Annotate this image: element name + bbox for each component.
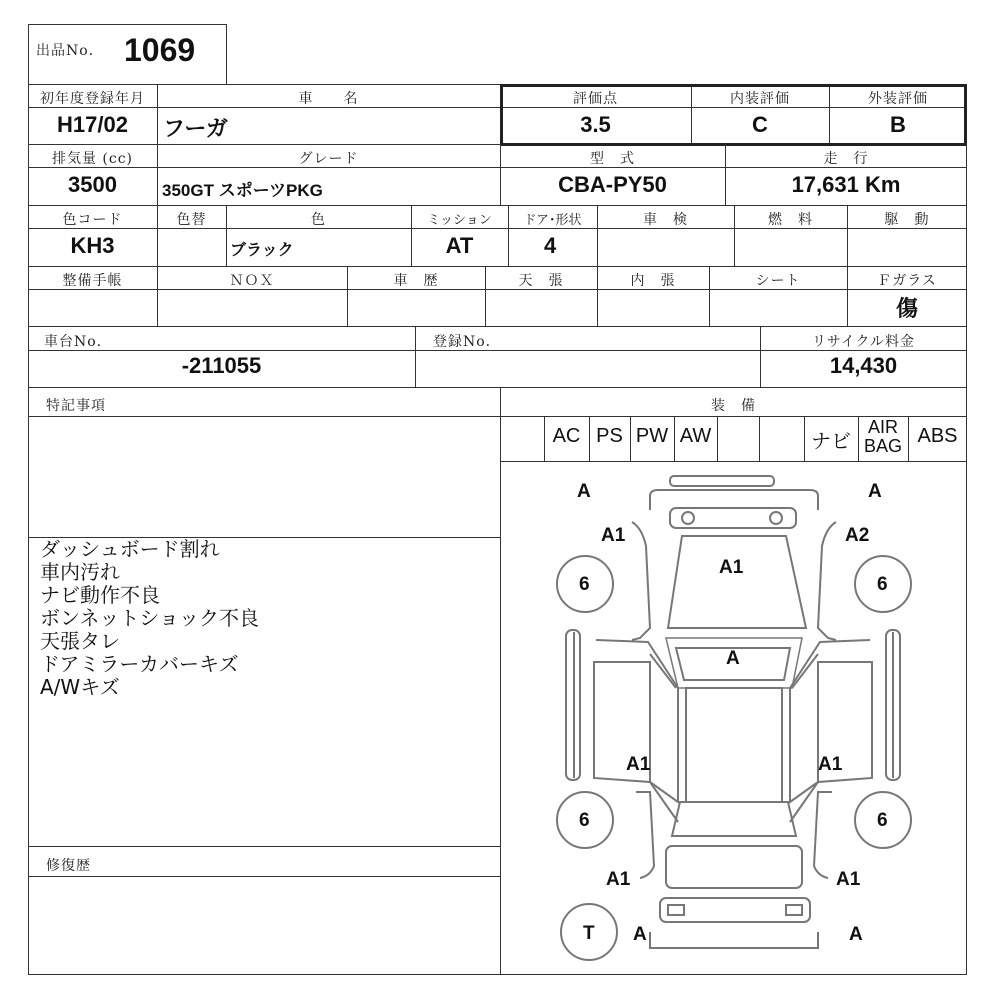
wheel-fr-mark: 6 xyxy=(877,574,888,595)
registration-label: 登録No． xyxy=(433,334,501,350)
equipment-navi: ナビ xyxy=(811,431,851,453)
maintenance-label: 整備手帳 xyxy=(62,273,123,289)
rear-right-mark: A xyxy=(849,924,863,945)
grade-value: 350GT スポーツPKG xyxy=(162,181,323,200)
car-name-value: フーガ xyxy=(163,116,228,141)
mission-value: AT xyxy=(445,233,474,258)
interior-label: 内装評価 xyxy=(730,91,790,107)
equipment-abs: ABS xyxy=(917,425,958,447)
equipment-ac: AC xyxy=(552,425,581,447)
door-left-mark: A1 xyxy=(626,754,651,775)
chassis-value: -211055 xyxy=(181,353,262,378)
repaint-label: 色替 xyxy=(176,212,207,228)
note-line: 天張タレ xyxy=(40,629,120,653)
seat-label: シート xyxy=(755,273,801,289)
color-code-value: KH3 xyxy=(70,233,115,258)
wheel-fl-mark: 6 xyxy=(579,574,590,595)
first-reg-label: 初年度登録年月 xyxy=(40,91,145,107)
front-right-mark: A xyxy=(868,481,882,502)
fender-right-mark: A2 xyxy=(845,525,870,546)
wheel-rr-mark: 6 xyxy=(877,810,888,831)
repair-history-label: 修復歴 xyxy=(46,858,91,874)
mileage-label: 走 行 xyxy=(823,151,869,167)
nox-label: ＮＯＸ xyxy=(229,273,275,289)
score-value: 3.5 xyxy=(580,112,611,137)
car-body-diagram xyxy=(500,462,967,975)
notes-label: 特記事項 xyxy=(46,398,106,414)
rear-left-mark: A xyxy=(633,924,647,945)
doors-value: 4 xyxy=(544,233,557,258)
tire-tread-mark: T xyxy=(583,923,595,944)
grade-label: グレード xyxy=(298,151,359,167)
note-line: ボンネットショック不良 xyxy=(40,606,259,630)
car-name-label: 車 名 xyxy=(298,91,359,107)
score-label: 評価点 xyxy=(573,91,618,107)
quarter-left-mark: A1 xyxy=(606,869,631,890)
quarter-right-mark: A1 xyxy=(836,869,861,890)
color-value: ブラック xyxy=(230,242,294,259)
interior-value: C xyxy=(752,112,768,137)
interior-trim-label: 内 張 xyxy=(630,273,676,289)
fglass-label: Ｆガラス xyxy=(877,273,937,289)
lot-number: 1069 xyxy=(124,32,196,68)
model-value: CBA-PY50 xyxy=(558,172,667,197)
chassis-label: 車台No． xyxy=(44,334,112,350)
history-label: 車 歴 xyxy=(393,273,439,289)
hood-mark: A1 xyxy=(719,557,744,578)
mileage-value: 17,631 Km xyxy=(791,172,901,197)
recycle-value: 14,430 xyxy=(829,353,898,378)
recycle-label: リサイクル料金 xyxy=(811,334,916,350)
note-line: 車内汚れ xyxy=(40,560,120,584)
drive-label: 駆 動 xyxy=(884,212,930,228)
exterior-value: B xyxy=(890,112,906,137)
wheel-rl-mark: 6 xyxy=(579,810,590,831)
color-label: 色 xyxy=(311,212,326,228)
equipment-pw: PW xyxy=(635,425,669,447)
doors-label: ドア･形状 xyxy=(523,213,582,228)
fender-left-mark: A1 xyxy=(601,525,626,546)
lot-number-label: 出品No． xyxy=(36,43,104,59)
note-line: ドアミラーカバーキズ xyxy=(40,652,239,676)
note-line: A/Wキズ xyxy=(40,675,120,699)
equipment-ps: PS xyxy=(596,425,623,447)
front-left-mark: A xyxy=(577,481,591,502)
note-line: ナビ動作不良 xyxy=(40,583,160,607)
headliner-label: 天 張 xyxy=(518,273,564,289)
first-reg-value: H17/02 xyxy=(57,112,128,137)
notes-list xyxy=(40,538,259,699)
exterior-label: 外装評価 xyxy=(868,91,928,107)
door-right-mark: A1 xyxy=(818,754,843,775)
displacement-label: 排気量 (cc) xyxy=(51,151,134,167)
equipment-aw: AW xyxy=(679,425,712,447)
inspection-label: 車 検 xyxy=(643,212,688,228)
equipment-airbag: AIR BAG xyxy=(863,417,902,456)
displacement-value: 3500 xyxy=(68,172,117,197)
fuel-label: 燃 料 xyxy=(768,212,813,228)
model-label: 型 式 xyxy=(590,151,635,167)
mission-label: ミッション xyxy=(427,213,492,228)
color-code-label: 色コード xyxy=(62,212,123,228)
equipment-label: 装 備 xyxy=(711,398,756,414)
note-line: ダッシュボード割れ xyxy=(40,537,220,561)
windshield-mark: A xyxy=(726,648,740,669)
fglass-value: 傷 xyxy=(895,296,918,321)
